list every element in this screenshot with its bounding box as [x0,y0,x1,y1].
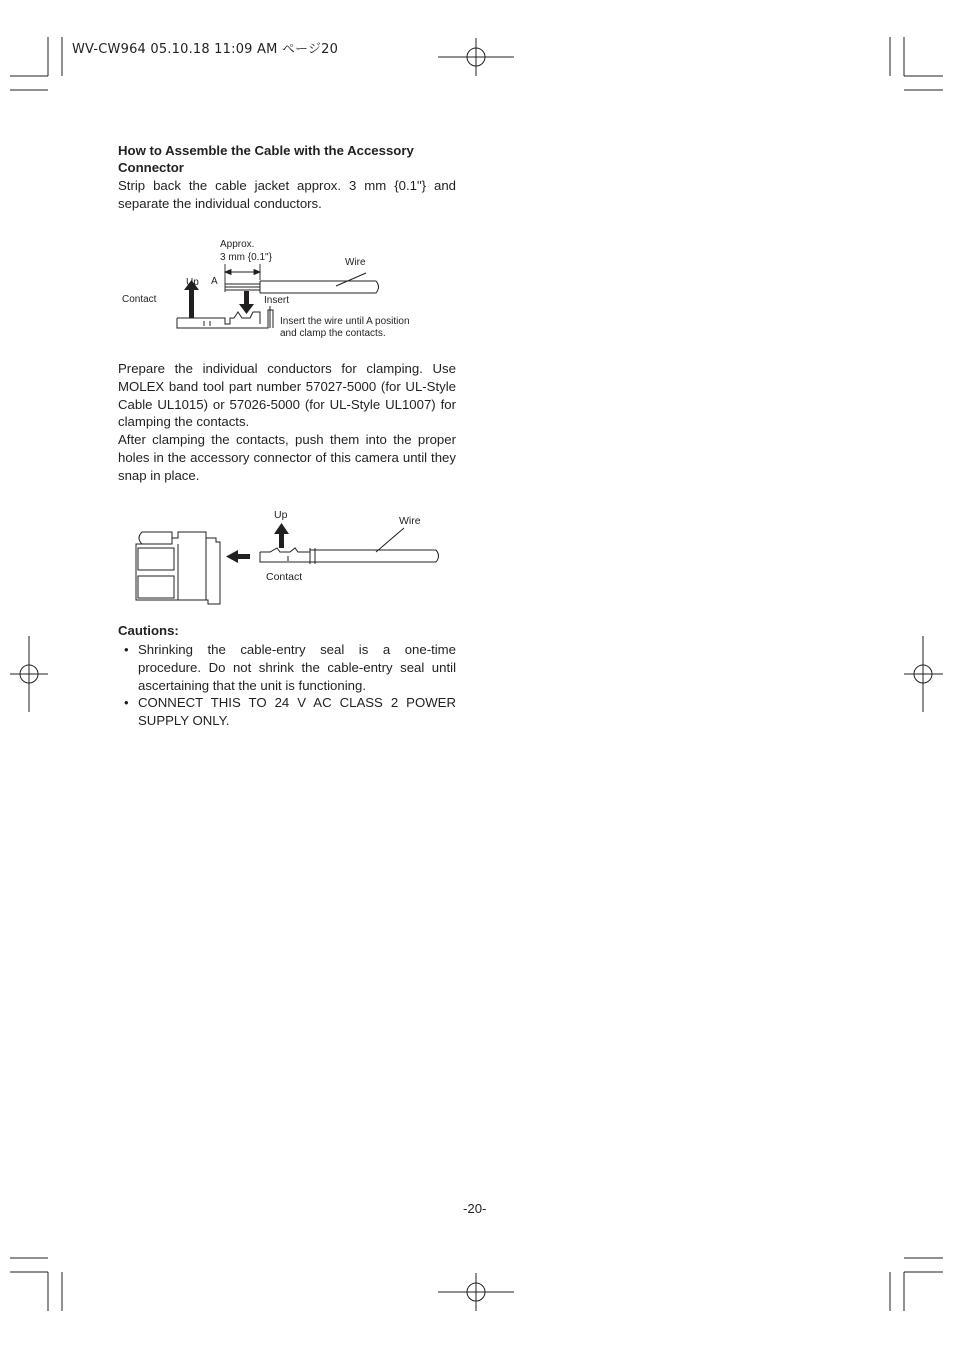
approx-value-label: 3 mm {0.1"} [220,252,272,263]
page-number: -20- [463,1201,487,1216]
cautions-title: Cautions: [118,623,179,638]
intro-paragraph: Strip back the cable jacket approx. 3 mm {0.1"} and separate the individual conductors. [118,178,456,211]
print-header: WV-CW964 05.10.18 11:09 AM ページ20 [72,42,339,57]
contact-label: Contact [122,294,157,305]
registration-mark-top [438,38,514,76]
registration-mark-bottom [438,1273,514,1311]
contact-label: Contact [266,571,303,583]
strip-insert-diagram [110,228,450,346]
section-heading: How to Assemble the Cable with the Accessory Connector [118,143,414,175]
connector-insert-diagram [120,500,450,610]
up-label: Up [274,509,288,521]
insert-note-line2: and clamp the contacts. [280,328,386,339]
list-item [118,694,456,730]
position-a-label: A [211,276,218,287]
cautions-list [118,641,456,730]
insert-note-line1: Insert the wire until A position [280,316,410,327]
bullet: • [124,642,129,657]
caution-text: CONNECT THIS TO 24 V AC CLASS 2 POWER SUPPLY ONLY. [138,695,456,729]
wire-label: Wire [345,257,366,268]
wire-label: Wire [399,515,421,527]
approx-label: Approx. [220,239,255,250]
insert-label: Insert [264,295,290,306]
prepare-paragraph: Prepare the individual conductors for clamping. Use MOLEX band tool part number 57027-5000 (for UL-Style Cable UL1015) or 57026-5000 (for UL-Style UL1007) for clamping the contacts. [118,361,456,430]
caution-text: Shrinking the cable-entry seal is a one-time procedure. Do not shrink the cable-entry seal until ascertaining that the unit is functioning. [138,642,456,693]
bullet: • [124,695,129,711]
up-label: Up [186,277,199,288]
list-item [118,641,456,694]
registration-mark-right [904,636,943,712]
registration-mark-left [10,636,48,712]
clamping-paragraph: After clamping the contacts, push them into the proper holes in the accessory connector of this camera until they snap in place. [118,432,456,483]
